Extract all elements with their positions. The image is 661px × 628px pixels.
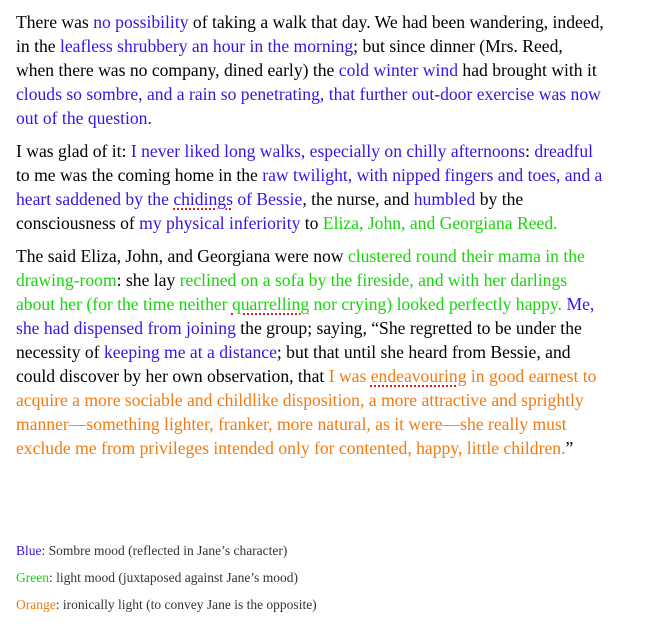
highlight-light: nor crying) looked perfectly happy. — [309, 294, 563, 314]
text-segment: by the consciousness of — [16, 189, 524, 233]
annotated-passage — [16, 10, 604, 469]
legend-item-green — [16, 569, 317, 587]
highlight-sombre: no possibility — [93, 12, 189, 32]
legend-item-orange — [16, 596, 317, 614]
text-segment: The said Eliza, John, and Georgiana were now — [16, 246, 348, 266]
text-segment: had brought with it — [458, 60, 597, 80]
highlight-sombre: Me, she had dispensed from joining — [16, 294, 595, 338]
legend-label-blue: Blue — [16, 543, 42, 558]
text-segment: to me was the coming home in the — [16, 165, 263, 185]
spellcheck-flagged-word: quarrelling — [231, 294, 310, 314]
text-segment: : — [525, 141, 535, 161]
legend-description-green: : light mood (juxtaposed against Jane’s mood) — [48, 570, 298, 585]
highlight-light: reclined on a sofa by the fireside, and with her darlings about her (for the time neither — [16, 270, 568, 314]
text-segment: ” — [565, 438, 574, 458]
legend-description-blue: : Sombre mood (reflected in Jane’s character) — [41, 543, 288, 558]
highlight-sombre: raw twilight, with nipped fingers and toes, and a heart saddened by the — [16, 165, 603, 209]
color-legend — [16, 542, 317, 623]
text-segment: the group; saying, “She regretted to be under the necessity of — [16, 318, 582, 362]
text-segment: , the nurse, and — [302, 189, 414, 209]
text-segment: of taking a walk that day. We had been wandering, indeed, in the — [16, 12, 604, 56]
highlight-sombre: my physical inferiority — [139, 213, 301, 233]
paragraph-3 — [16, 244, 604, 460]
highlight-ironic: I was — [328, 366, 371, 386]
legend-label-green: Green — [16, 570, 49, 585]
highlight-sombre: clouds so sombre, and a rain so penetrating, that further out-door exercise was now out of the question. — [16, 84, 601, 128]
highlight-sombre: dreadful — [534, 141, 594, 161]
highlight-sombre: keeping me at a distance — [103, 342, 277, 362]
highlight-ironic: in good earnest to acquire a more sociable and childlike disposition, a more attractive and sprightly manner—something lighter, franker, more natural, as it were—she really must exclude me from privileges intended only for contented, happy, little children. — [16, 366, 597, 458]
highlight-sombre: humbled — [413, 189, 476, 209]
text-segment: ; but since dinner (Mrs. Reed, when there was no company, dined early) the — [16, 36, 563, 80]
legend-item-blue — [16, 542, 317, 560]
legend-description-orange: : ironically light (to convey Jane is the opposite) — [55, 597, 317, 612]
spellcheck-flagged-word: chidings — [173, 189, 233, 209]
text-segment: : she lay — [116, 270, 180, 290]
highlight-light: Eliza, John, and Georgiana Reed. — [322, 213, 558, 233]
text-segment: ; but that until she heard from Bessie, and could discover by her own observation, that — [16, 342, 571, 386]
highlight-sombre: I never liked long walks, especially on chilly afternoons — [130, 141, 526, 161]
spellcheck-flagged-word: endeavouring — [370, 366, 467, 386]
highlight-light: clustered round their mama in the drawing-room — [16, 246, 585, 290]
highlight-sombre: cold winter wind — [338, 60, 458, 80]
highlight-sombre: of Bessie — [232, 189, 303, 209]
text-segment: There was — [16, 12, 94, 32]
text-segment: to — [300, 213, 323, 233]
paragraph-1 — [16, 10, 604, 130]
text-segment: I was glad of it: — [16, 141, 131, 161]
legend-label-orange: Orange — [16, 597, 56, 612]
highlight-sombre: leafless shrubbery an hour in the morning — [59, 36, 354, 56]
paragraph-2 — [16, 139, 604, 235]
